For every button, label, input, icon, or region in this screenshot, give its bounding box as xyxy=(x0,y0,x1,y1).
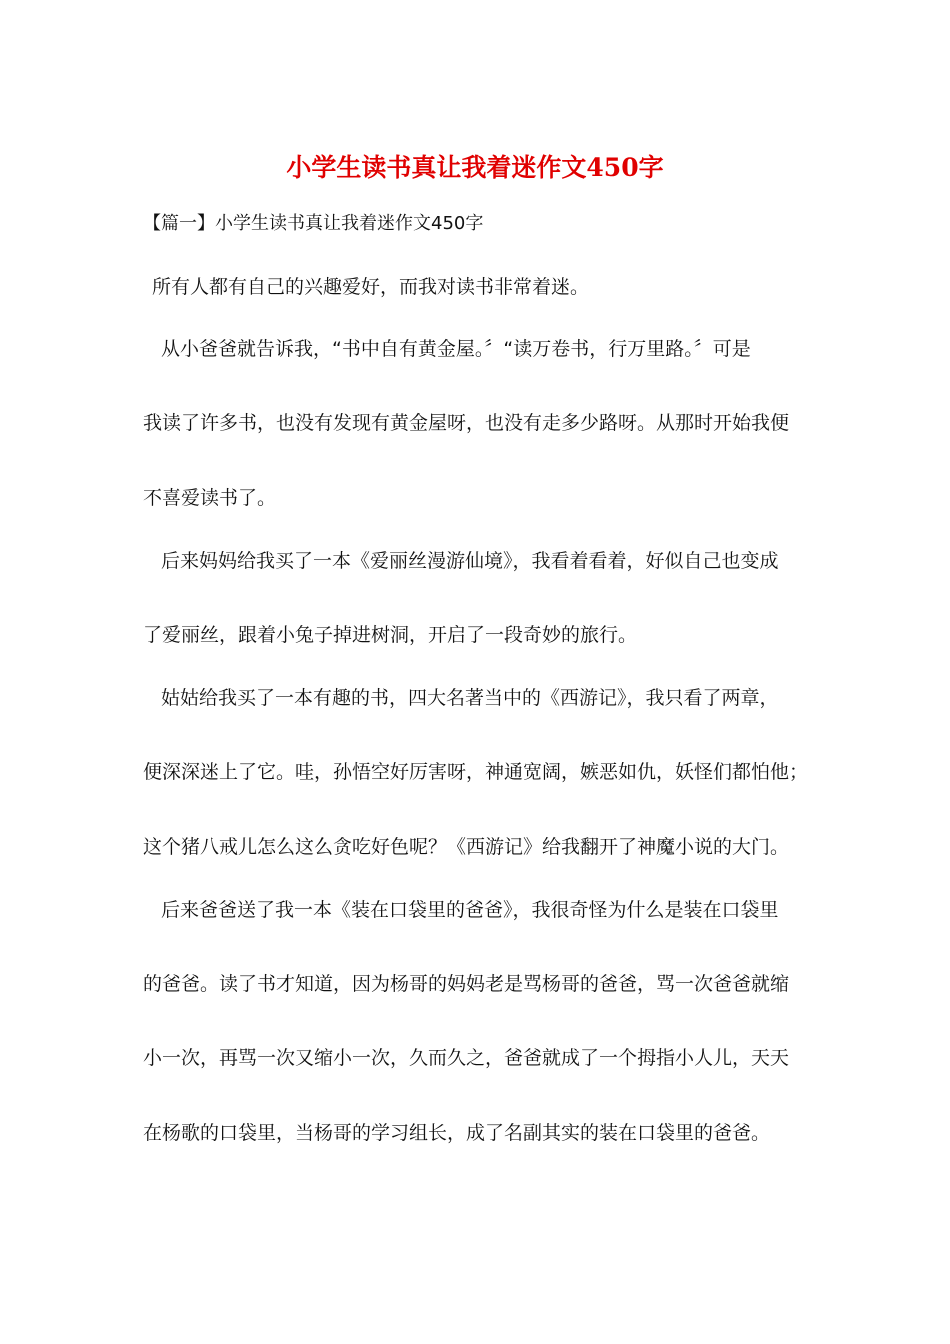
paragraph-line: 从小爸爸就告诉我，“书中自有黄金屋。〞“读万卷书，行万里路。〞可是 xyxy=(161,338,751,360)
paragraph-line: 便深深迷上了它。哇，孙悟空好厉害呀，神通宽阔，嫉恶如仇，妖怪们都怕他； xyxy=(143,761,809,783)
paragraph-line: 的爸爸。读了书才知道，因为杨哥的妈妈老是骂杨哥的爸爸，骂一次爸爸就缩 xyxy=(143,973,790,995)
paragraph-line: 姑姑给我买了一本有趣的书，四大名著当中的《西游记》，我只看了两章， xyxy=(161,687,779,709)
paragraph-line: 在杨歌的口袋里，当杨哥的学习组长，成了名副其实的装在口袋里的爸爸。 xyxy=(143,1122,771,1144)
document-title: 小学生读书真让我着迷作文450字 xyxy=(286,153,664,182)
paragraph-line: 我读了许多书，也没有发现有黄金屋呀，也没有走多少路呀。从那时开始我便 xyxy=(143,412,790,434)
paragraph-line: 小一次，再骂一次又缩小一次，久而久之，爸爸就成了一个拇指小人儿，天天 xyxy=(143,1047,790,1069)
paragraph-line: 所有人都有自己的兴趣爱好，而我对读书非常着迷。 xyxy=(152,276,590,298)
paragraph-line: 后来妈妈给我买了一本《爱丽丝漫游仙境》，我看着看着，好似自己也变成 xyxy=(161,550,779,572)
paragraph-line: 后来爸爸送了我一本《装在口袋里的爸爸》，我很奇怪为什么是装在口袋里 xyxy=(161,899,779,921)
paragraph-line: 不喜爱读书了。 xyxy=(143,487,277,509)
paragraph-line: 这个猪八戒儿怎么这么贪吃好色呢？《西游记》给我翻开了神魔小说的大门。 xyxy=(143,836,790,858)
paragraph-line: 了爱丽丝，跟着小兔子掉进树洞，开启了一段奇妙的旅行。 xyxy=(143,624,638,646)
section-heading: 【篇一】小学生读书真让我着迷作文450字 xyxy=(143,213,484,234)
